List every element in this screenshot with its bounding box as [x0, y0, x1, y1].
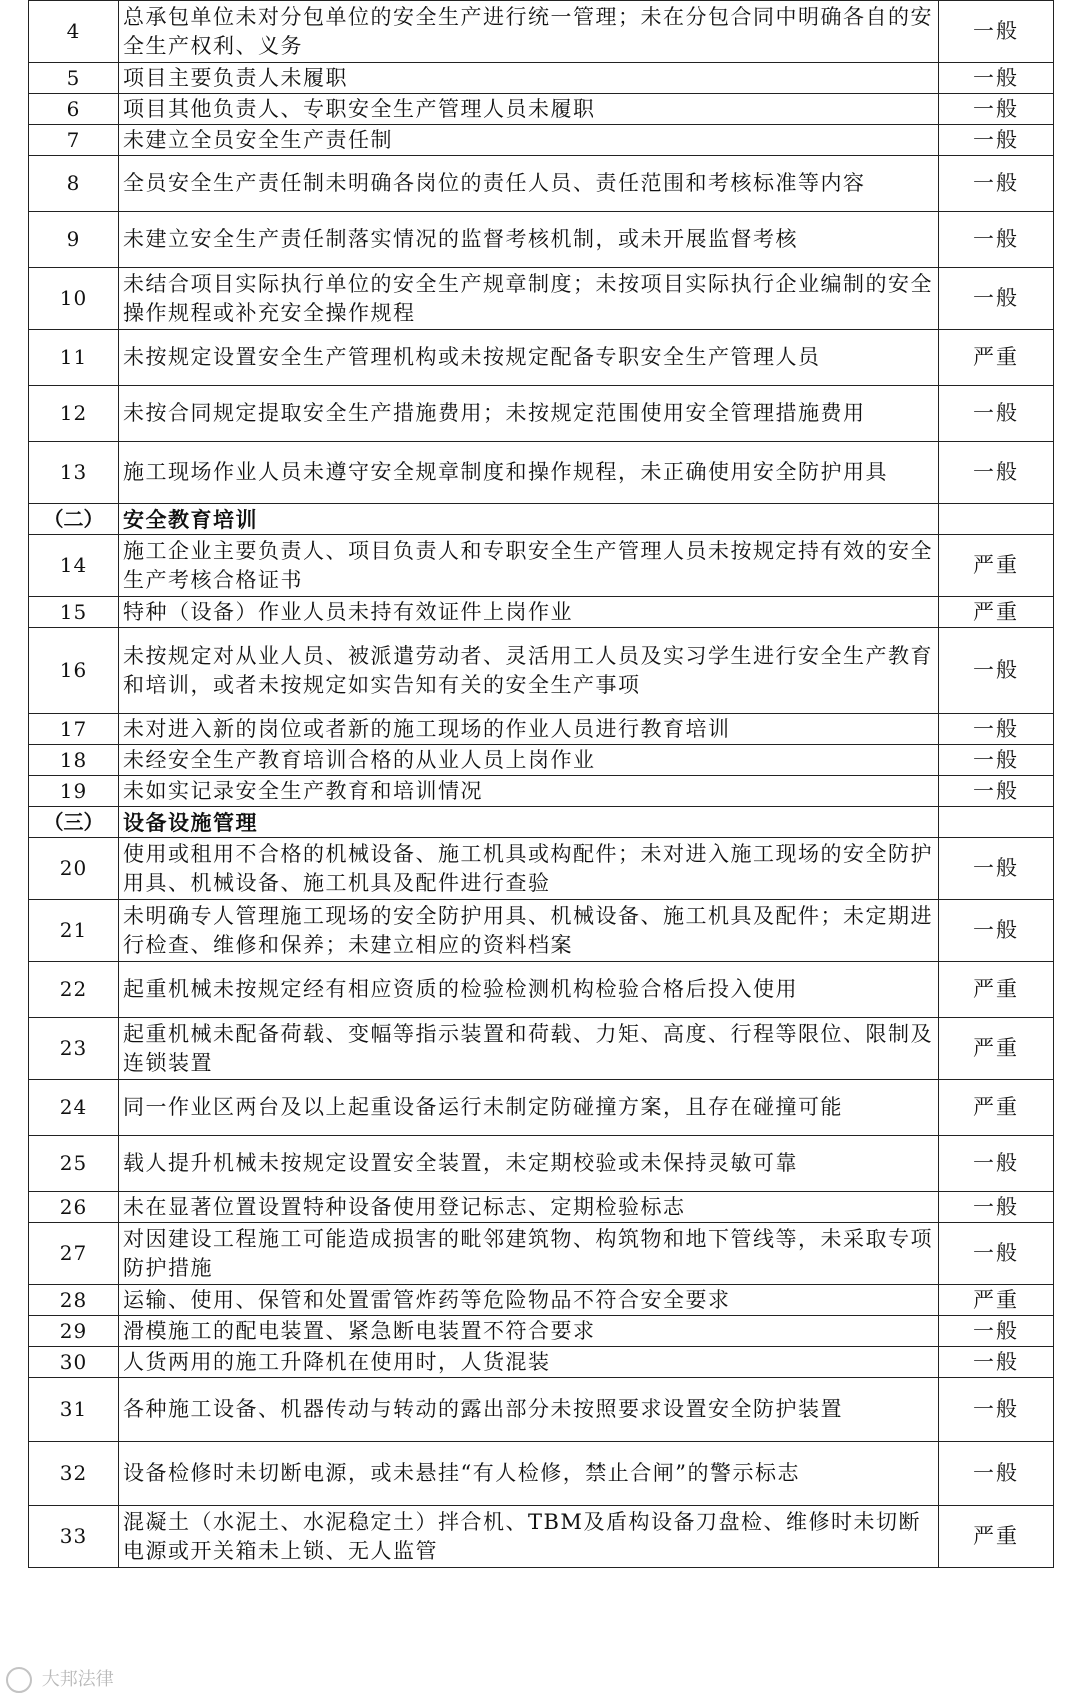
- table-row: [29, 535, 1054, 597]
- hazard-description: 未按规定设置安全生产管理机构或未按规定配备专职安全生产管理人员: [119, 330, 939, 386]
- item-number: 9: [29, 212, 119, 268]
- hazard-description: 各种施工设备、机器传动与转动的露出部分未按照要求设置安全防护装置: [119, 1378, 939, 1442]
- item-number: 12: [29, 386, 119, 442]
- item-number: 7: [29, 125, 119, 156]
- table-row: [29, 962, 1054, 1018]
- table-row: [29, 838, 1054, 900]
- hazard-description: 起重机械未配备荷载、变幅等指示装置和荷载、力矩、高度、行程等限位、限制及连锁装置: [119, 1018, 939, 1080]
- hazard-table: [28, 0, 1054, 1568]
- item-number: 18: [29, 745, 119, 776]
- hazard-level: 严重: [939, 1285, 1054, 1316]
- hazard-description: 施工现场作业人员未遵守安全规章制度和操作规程，未正确使用安全防护用具: [119, 442, 939, 504]
- hazard-description: 未如实记录安全生产教育和培训情况: [119, 776, 939, 807]
- hazard-level: 严重: [939, 597, 1054, 628]
- watermark-text: 大邦法律: [41, 1669, 114, 1690]
- table-row: [29, 1192, 1054, 1223]
- section-level-cell: [939, 807, 1054, 838]
- table-row: [29, 1347, 1054, 1378]
- table-row: [29, 1378, 1054, 1442]
- table-row: [29, 330, 1054, 386]
- table-row: [29, 268, 1054, 330]
- hazard-level: 一般: [939, 776, 1054, 807]
- hazard-level: 一般: [939, 212, 1054, 268]
- hazard-level: 一般: [939, 1136, 1054, 1192]
- hazard-level: 一般: [939, 1378, 1054, 1442]
- table-row: [29, 900, 1054, 962]
- hazard-description: 载人提升机械未按规定设置安全装置，未定期校验或未保持灵敏可靠: [119, 1136, 939, 1192]
- table-row: [29, 1136, 1054, 1192]
- item-number: 19: [29, 776, 119, 807]
- table-row: [29, 63, 1054, 94]
- hazard-description: 设备检修时未切断电源，或未悬挂“有人检修，禁止合闸”的警示标志: [119, 1442, 939, 1506]
- hazard-description: 全员安全生产责任制未明确各岗位的责任人员、责任范围和考核标准等内容: [119, 156, 939, 212]
- item-number: 29: [29, 1316, 119, 1347]
- hazard-description: 项目其他负责人、专职安全生产管理人员未履职: [119, 94, 939, 125]
- table-row: [29, 1442, 1054, 1506]
- section-number: （二）: [29, 504, 119, 535]
- table-row: [29, 714, 1054, 745]
- hazard-level: 严重: [939, 330, 1054, 386]
- hazard-description: 施工企业主要负责人、项目负责人和专职安全生产管理人员未按规定持有效的安全生产考核合格证书: [119, 535, 939, 597]
- item-number: 26: [29, 1192, 119, 1223]
- item-number: 30: [29, 1347, 119, 1378]
- item-number: 25: [29, 1136, 119, 1192]
- table-row: [29, 1285, 1054, 1316]
- hazard-description: 未建立全员安全生产责任制: [119, 125, 939, 156]
- table-row: [29, 597, 1054, 628]
- hazard-description: 对因建设工程施工可能造成损害的毗邻建筑物、构筑物和地下管线等，未采取专项防护措施: [119, 1223, 939, 1285]
- hazard-description: 同一作业区两台及以上起重设备运行未制定防碰撞方案，且存在碰撞可能: [119, 1080, 939, 1136]
- hazard-description: 使用或租用不合格的机械设备、施工机具或构配件；未对进入施工现场的安全防护用具、机械设备、施工机具及配件进行查验: [119, 838, 939, 900]
- item-number: 27: [29, 1223, 119, 1285]
- hazard-level: 一般: [939, 1347, 1054, 1378]
- hazard-level: 一般: [939, 63, 1054, 94]
- table-row: [29, 1506, 1054, 1568]
- hazard-level: 一般: [939, 1192, 1054, 1223]
- hazard-table-body: [29, 1, 1054, 1568]
- item-number: 17: [29, 714, 119, 745]
- item-number: 23: [29, 1018, 119, 1080]
- item-number: 13: [29, 442, 119, 504]
- item-number: 22: [29, 962, 119, 1018]
- section-level-cell: [939, 504, 1054, 535]
- hazard-level: 严重: [939, 1080, 1054, 1136]
- hazard-description: 项目主要负责人未履职: [119, 63, 939, 94]
- table-row: [29, 442, 1054, 504]
- hazard-description: 未明确专人管理施工现场的安全防护用具、机械设备、施工机具及配件；未定期进行检查、维修和保养；未建立相应的资料档案: [119, 900, 939, 962]
- hazard-description: 人货两用的施工升降机在使用时，人货混装: [119, 1347, 939, 1378]
- section-header-row: [29, 504, 1054, 535]
- table-row: [29, 212, 1054, 268]
- hazard-description: 未按合同规定提取安全生产措施费用；未按规定范围使用安全管理措施费用: [119, 386, 939, 442]
- item-number: 20: [29, 838, 119, 900]
- hazard-description: 总承包单位未对分包单位的安全生产进行统一管理；未在分包合同中明确各自的安全生产权利、义务: [119, 1, 939, 63]
- table-row: [29, 745, 1054, 776]
- hazard-level: 一般: [939, 745, 1054, 776]
- table-row: [29, 156, 1054, 212]
- hazard-description: 未经安全生产教育培训合格的从业人员上岗作业: [119, 745, 939, 776]
- item-number: 15: [29, 597, 119, 628]
- hazard-description: 滑模施工的配电装置、紧急断电装置不符合要求: [119, 1316, 939, 1347]
- table-row: [29, 94, 1054, 125]
- table-row: [29, 776, 1054, 807]
- table-row: [29, 1018, 1054, 1080]
- hazard-description: 未在显著位置设置特种设备使用登记标志、定期检验标志: [119, 1192, 939, 1223]
- hazard-level: 一般: [939, 714, 1054, 745]
- hazard-level: 一般: [939, 1223, 1054, 1285]
- watermark-logo-icon: [6, 1667, 32, 1693]
- item-number: 28: [29, 1285, 119, 1316]
- item-number: 31: [29, 1378, 119, 1442]
- hazard-level: 一般: [939, 125, 1054, 156]
- item-number: 16: [29, 628, 119, 714]
- hazard-level: 一般: [939, 1, 1054, 63]
- item-number: 10: [29, 268, 119, 330]
- table-row: [29, 386, 1054, 442]
- hazard-level: 严重: [939, 962, 1054, 1018]
- hazard-description: 混凝土（水泥土、水泥稳定土）拌合机、TBM及盾构设备刀盘检、维修时未切断电源或开关箱未上锁、无人监管: [119, 1506, 939, 1568]
- hazard-level: 严重: [939, 1506, 1054, 1568]
- hazard-description: 未按规定对从业人员、被派遣劳动者、灵活用工人员及实习学生进行安全生产教育和培训，或者未按规定如实告知有关的安全生产事项: [119, 628, 939, 714]
- item-number: 4: [29, 1, 119, 63]
- item-number: 21: [29, 900, 119, 962]
- hazard-level: 一般: [939, 1442, 1054, 1506]
- hazard-level: 一般: [939, 268, 1054, 330]
- hazard-description: 未建立安全生产责任制落实情况的监督考核机制，或未开展监督考核: [119, 212, 939, 268]
- table-row: [29, 1223, 1054, 1285]
- table-row: [29, 628, 1054, 714]
- hazard-level: 一般: [939, 628, 1054, 714]
- hazard-description: 未对进入新的岗位或者新的施工现场的作业人员进行教育培训: [119, 714, 939, 745]
- hazard-description: 特种（设备）作业人员未持有效证件上岗作业: [119, 597, 939, 628]
- table-row: [29, 1080, 1054, 1136]
- watermark: [6, 1665, 114, 1693]
- hazard-description: 起重机械未按规定经有相应资质的检验检测机构检验合格后投入使用: [119, 962, 939, 1018]
- section-title: 安全教育培训: [119, 504, 939, 535]
- section-header-row: [29, 807, 1054, 838]
- item-number: 24: [29, 1080, 119, 1136]
- item-number: 8: [29, 156, 119, 212]
- hazard-level: 一般: [939, 838, 1054, 900]
- hazard-level: 一般: [939, 156, 1054, 212]
- hazard-level: 一般: [939, 900, 1054, 962]
- hazard-description: 运输、使用、保管和处置雷管炸药等危险物品不符合安全要求: [119, 1285, 939, 1316]
- hazard-level: 一般: [939, 1316, 1054, 1347]
- item-number: 32: [29, 1442, 119, 1506]
- hazard-level: 一般: [939, 386, 1054, 442]
- hazard-level: 一般: [939, 94, 1054, 125]
- item-number: 14: [29, 535, 119, 597]
- table-row: [29, 1316, 1054, 1347]
- section-title: 设备设施管理: [119, 807, 939, 838]
- item-number: 6: [29, 94, 119, 125]
- item-number: 33: [29, 1506, 119, 1568]
- table-row: [29, 125, 1054, 156]
- hazard-description: 未结合项目实际执行单位的安全生产规章制度；未按项目实际执行企业编制的安全操作规程或补充安全操作规程: [119, 268, 939, 330]
- item-number: 5: [29, 63, 119, 94]
- hazard-level: 一般: [939, 442, 1054, 504]
- section-number: （三）: [29, 807, 119, 838]
- inspection-table-sheet: [28, 0, 1053, 1568]
- table-row: [29, 1, 1054, 63]
- hazard-level: 严重: [939, 1018, 1054, 1080]
- hazard-level: 严重: [939, 535, 1054, 597]
- item-number: 11: [29, 330, 119, 386]
